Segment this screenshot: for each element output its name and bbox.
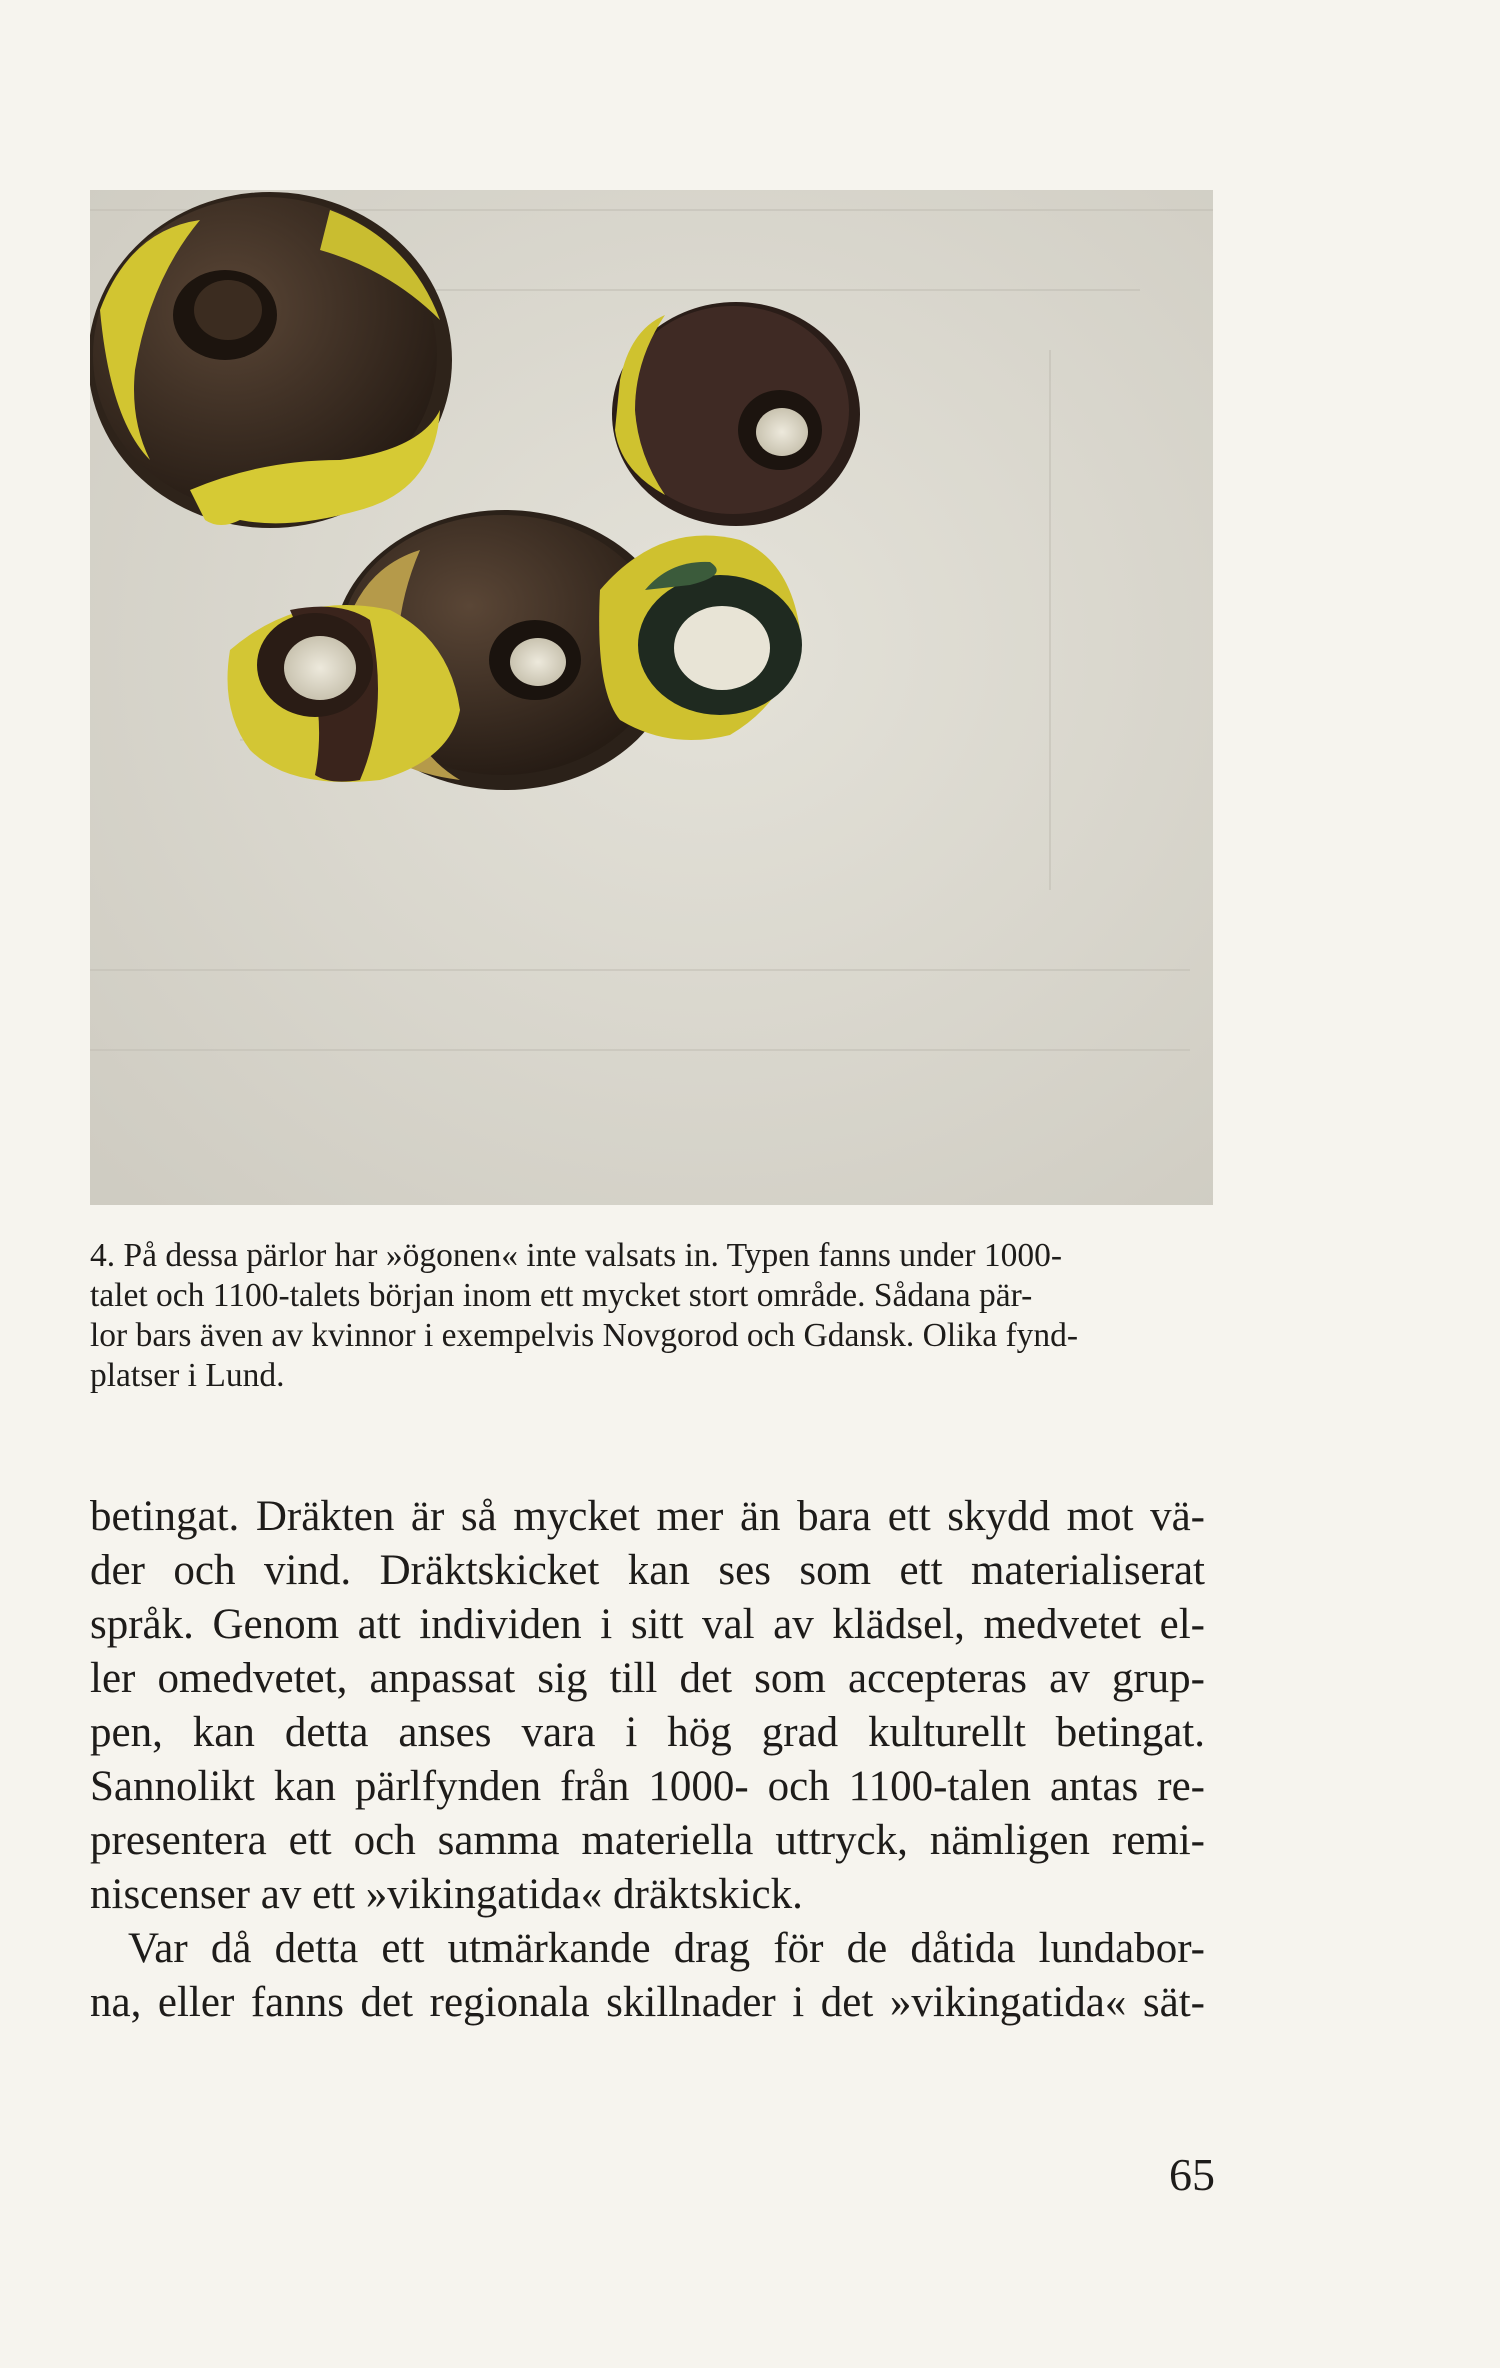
body-line: niscenser av ett »vikingatida« dräktskick.	[90, 1871, 803, 1918]
body-line: Sannolikt kan pärlfynden från 1000- och 1100-talen antas re-	[90, 1763, 1205, 1810]
figure-caption	[90, 1236, 1200, 1396]
body-line: presentera ett och samma materiella uttryck, nämligen remi-	[90, 1817, 1205, 1864]
caption-line: lor bars även av kvinnor i exempelvis Novgorod och Gdansk. Olika fynd-	[90, 1317, 1079, 1354]
caption-line: talet och 1100-talets början inom ett mycket stort område. Sådana pär-	[90, 1277, 1033, 1314]
body-paragraphs	[90, 1490, 1205, 2030]
bead-large	[90, 192, 452, 528]
body-line: na, eller fanns det regionala skillnader i det »vikingatida« sät-	[90, 1979, 1205, 2026]
body-line: betingat. Dräkten är så mycket mer än bara ett skydd mot vä-	[90, 1493, 1205, 1540]
page-number: 65	[1169, 2149, 1215, 2200]
caption-line: platser i Lund.	[90, 1357, 285, 1394]
bead-photograph	[90, 190, 1213, 1205]
body-line: ler omedvetet, anpassat sig till det som accepteras av grup-	[90, 1655, 1205, 1702]
body-line: språk. Genom att individen i sitt val av klädsel, medvetet el-	[90, 1601, 1205, 1648]
caption-line: 4. På dessa pärlor har »ögonen« inte valsats in. Typen fanns under 1000-	[90, 1237, 1063, 1274]
body-line: Var då detta ett utmärkande drag för de dåtida lundabor-	[128, 1925, 1205, 1972]
bead-dark	[612, 302, 860, 526]
body-line: der och vind. Dräktskicket kan ses som ett materialiserat	[90, 1547, 1205, 1594]
body-line: pen, kan detta anses vara i hög grad kulturellt betingat.	[90, 1709, 1205, 1756]
